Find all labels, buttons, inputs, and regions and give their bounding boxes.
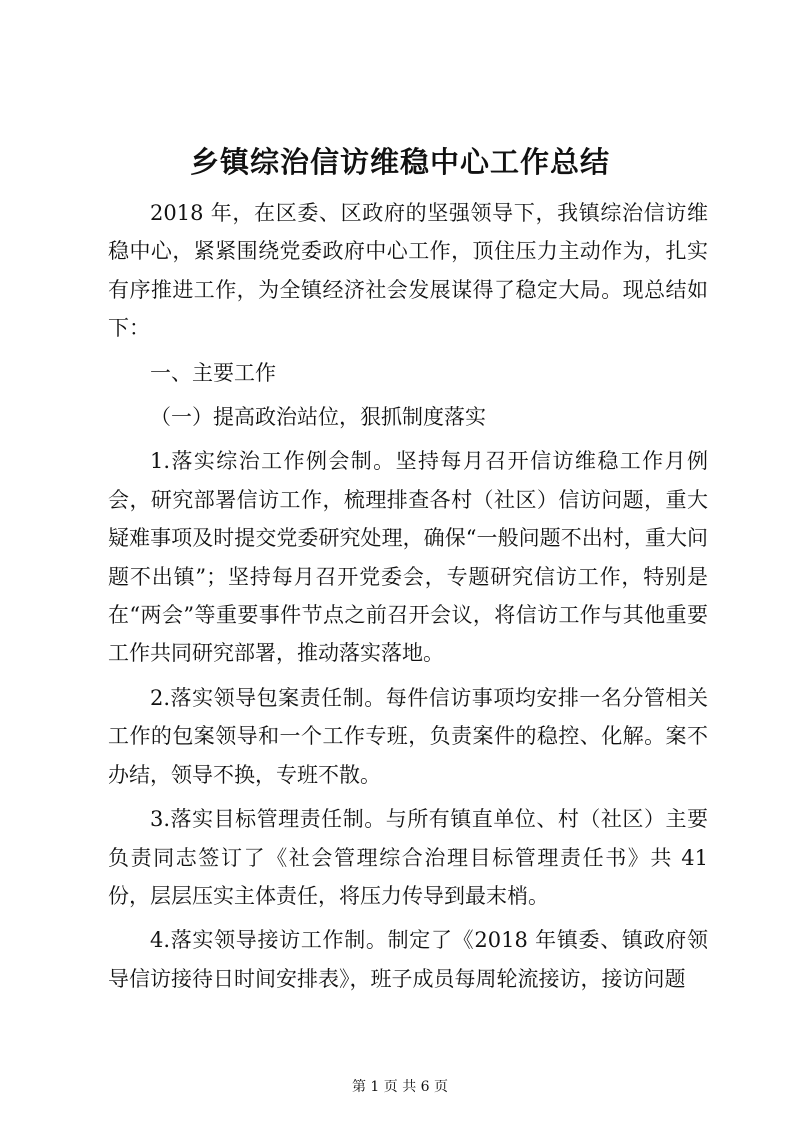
paragraph-intro: 2018 年，在区委、区政府的坚强领导下，我镇综治信访维稳中心，紧紧围绕党委政府中心工作，顶住压力主动作为，扎实有序推进工作，为全镇经济社会发展谋得了稳定大局。现总结如下： [108,201,708,341]
paragraph-item-1: 1.落实综治工作例会制。坚持每月召开信访维稳工作月例会，研究部署信访工作，梳理排查各村（社区）信访问题，重大疑难事项及时提交党委研究处理，确保“一般问题不出村，重大问题不出镇”；坚持每月召开党委会，专题研究信访工作，特别是在“两会”等重要事件节点之前召开会议，将信访工作与其他重要工作共同研究部署，推动落实落地。 [108,449,708,666]
paragraph-item-4: 4.落实领导接访工作制。制定了《2018 年镇委、镇政府领导信访接待日时间安排表》，班子成员每周轮流接访，接访问题 [108,928,708,991]
subheading-political-stance: （一）提高政治站位，狠抓制度落实 [150,405,486,430]
document-body [108,194,708,1004]
paragraph-item-2: 2.落实领导包案责任制。每件信访事项均安排一名分管相关工作的包案领导和一个工作专班，负责案件的稳控、化解。案不办结，领导不换，专班不散。 [108,685,708,787]
page-footer: 第 1 页 共 6 页 [351,1079,449,1095]
paragraph-item-3: 3.落实目标管理责任制。与所有镇直单位、村（社区）主要负责同志签订了《社会管理综合治理目标管理责任书》共 41 份，层层压实主体责任，将压力传导到最末梢。 [108,807,708,908]
document-title: 乡镇综治信访维稳中心工作总结 [189,145,610,179]
heading-main-work: 一、主要工作 [150,360,276,385]
